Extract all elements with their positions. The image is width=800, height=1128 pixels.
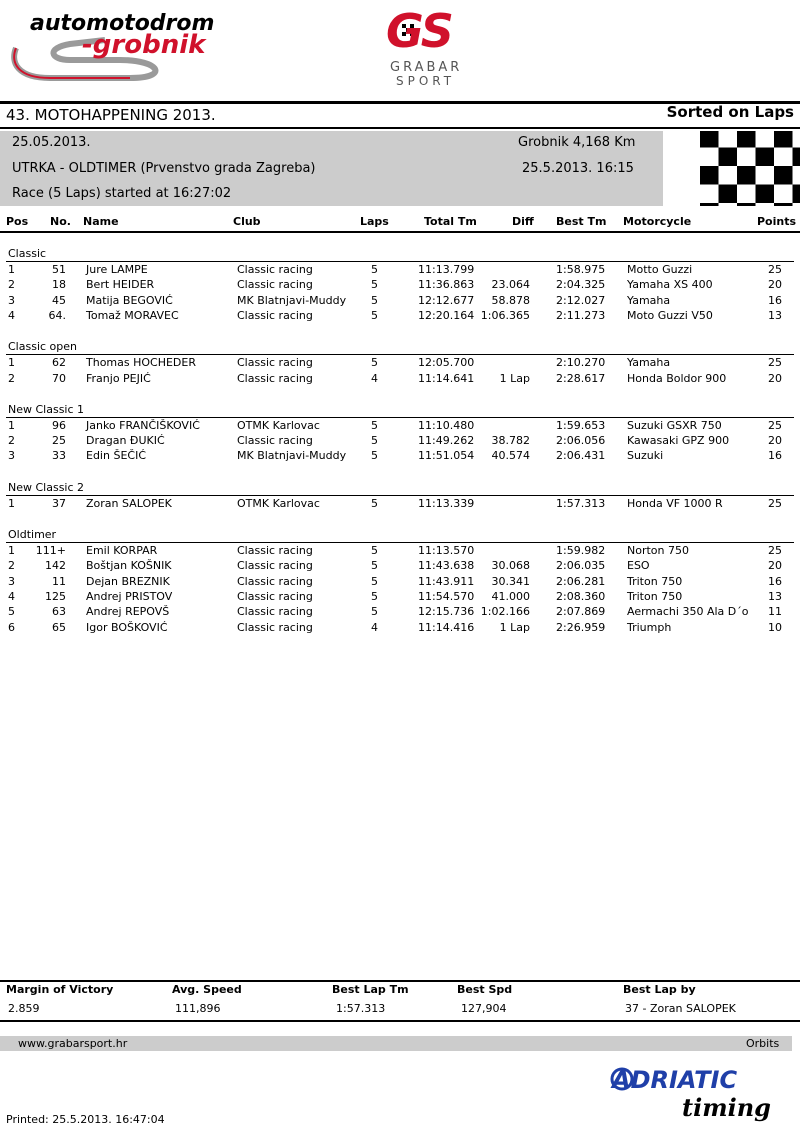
checker-square bbox=[719, 203, 738, 206]
cell-total: 11:51.054 bbox=[418, 449, 475, 463]
cell-name: Thomas HOCHEDER bbox=[86, 356, 196, 370]
cell-club: Classic racing bbox=[237, 574, 313, 588]
cell-laps: 5 bbox=[371, 544, 378, 557]
cell-pos: 1 bbox=[8, 496, 15, 510]
cell-no: 63 bbox=[52, 605, 66, 619]
cell-best: 2:06.281 bbox=[556, 574, 606, 588]
checker-square bbox=[756, 185, 775, 204]
cell-pos: 2 bbox=[8, 559, 15, 573]
class-title: Classic open bbox=[8, 340, 77, 354]
checker-square bbox=[700, 185, 719, 204]
checker-square bbox=[700, 131, 719, 148]
cell-moto: Triton 750 bbox=[627, 589, 683, 603]
cell-no: 11 bbox=[52, 574, 66, 588]
stat-bestby-label: Best Lap by bbox=[623, 983, 696, 996]
cell-laps: 5 bbox=[371, 449, 378, 463]
cell-best: 2:08.360 bbox=[556, 589, 606, 603]
cell-no: 96 bbox=[52, 418, 66, 432]
cell-points: 16 bbox=[768, 293, 782, 307]
cell-no: 65 bbox=[52, 620, 66, 634]
svg-text:-grobnik: -grobnik bbox=[82, 30, 206, 60]
checker-square bbox=[663, 185, 682, 204]
cell-pos: 3 bbox=[8, 449, 15, 463]
cell-laps: 5 bbox=[371, 356, 378, 370]
cell-name: Dragan ĐUKIĆ bbox=[86, 434, 165, 448]
cell-name: Tomaž MORAVEC bbox=[86, 308, 179, 322]
checker-square bbox=[737, 203, 756, 206]
cell-pos: 4 bbox=[8, 308, 15, 322]
checker-square bbox=[719, 131, 738, 148]
grabar-sport-logo: GS GRABAR SPORT bbox=[386, 4, 463, 88]
cell-name: Andrej PRISTOV bbox=[86, 589, 173, 603]
cell-name: Emil KORPAR bbox=[86, 544, 158, 557]
cell-moto: Yamaha bbox=[627, 356, 671, 370]
checker-square bbox=[774, 185, 793, 204]
cell-points: 25 bbox=[768, 356, 782, 370]
cell-no: 111+ bbox=[35, 544, 66, 557]
cell-no: 25 bbox=[52, 434, 66, 448]
cell-laps: 5 bbox=[371, 574, 378, 588]
checker-square bbox=[682, 185, 701, 204]
cell-total: 11:43.638 bbox=[418, 559, 475, 573]
cell-no: 142 bbox=[45, 559, 66, 573]
cell-club: Classic racing bbox=[237, 278, 313, 292]
cell-no: 45 bbox=[52, 293, 66, 307]
cell-total: 11:13.799 bbox=[418, 263, 475, 276]
cell-club: MK Blatnjavi-Muddy bbox=[237, 293, 347, 307]
checker-square bbox=[793, 131, 800, 148]
col-no: No. bbox=[50, 215, 71, 228]
cell-points: 10 bbox=[768, 620, 782, 634]
cell-best: 1:59.653 bbox=[556, 418, 606, 432]
cell-best: 2:06.056 bbox=[556, 434, 606, 448]
checker-square bbox=[774, 203, 793, 206]
cell-pos: 3 bbox=[8, 574, 15, 588]
class-title: Classic bbox=[8, 247, 47, 260]
cell-points: 25 bbox=[768, 496, 782, 510]
cell-pos: 2 bbox=[8, 278, 15, 292]
race-start: Race (5 Laps) started at 16:27:02 bbox=[12, 186, 232, 201]
class-rule bbox=[6, 495, 794, 496]
cell-diff: 1:06.365 bbox=[480, 308, 530, 322]
cell-laps: 5 bbox=[371, 278, 378, 292]
stats-top-rule bbox=[0, 980, 800, 982]
cell-points: 25 bbox=[768, 263, 782, 276]
checkered-flag-graphic bbox=[626, 131, 800, 206]
cell-club: OTMK Karlovac bbox=[237, 418, 320, 432]
stat-speed-label: Avg. Speed bbox=[172, 983, 242, 996]
class-title: Oldtimer bbox=[8, 528, 57, 541]
cell-diff: 30.341 bbox=[491, 574, 530, 588]
printed-timestamp: Printed: 25.5.2013. 16:47:04 bbox=[6, 1113, 165, 1126]
cell-name: Jure LAMPE bbox=[86, 263, 148, 276]
cell-best: 2:10.270 bbox=[556, 356, 606, 370]
cell-best: 1:58.975 bbox=[556, 263, 606, 276]
cell-club: Classic racing bbox=[237, 605, 313, 619]
cell-diff: 40.574 bbox=[491, 449, 530, 463]
col-points: Points bbox=[757, 215, 797, 228]
class-rule bbox=[6, 542, 794, 543]
checker-square bbox=[793, 203, 800, 206]
cell-diff: 30.068 bbox=[491, 559, 530, 573]
cell-best: 2:06.035 bbox=[556, 559, 606, 573]
cell-name: Franjo PEJIĆ bbox=[86, 371, 151, 385]
automotodrom-grobnik-logo bbox=[10, 8, 278, 84]
cell-pos: 1 bbox=[8, 544, 15, 557]
checker-square bbox=[719, 148, 738, 167]
cell-moto: Honda Boldor 900 bbox=[627, 371, 727, 385]
checker-square bbox=[663, 131, 682, 148]
cell-no: 18 bbox=[52, 278, 66, 292]
checker-square bbox=[737, 166, 756, 185]
checker-square bbox=[737, 148, 756, 167]
cell-moto: Triton 750 bbox=[627, 574, 683, 588]
cell-pos: 3 bbox=[8, 293, 15, 307]
header-rule bbox=[0, 231, 800, 233]
cell-no: 37 bbox=[52, 496, 66, 510]
checker-square bbox=[737, 131, 756, 148]
cell-total: 12:05.700 bbox=[418, 356, 475, 370]
cell-moto: Suzuki bbox=[627, 449, 664, 463]
class-rule bbox=[6, 261, 794, 262]
cell-name: Janko FRANČIŠKOVIĆ bbox=[86, 418, 200, 432]
cell-best: 2:28.617 bbox=[556, 371, 606, 385]
cell-laps: 5 bbox=[371, 293, 378, 307]
cell-total: 11:14.641 bbox=[418, 371, 475, 385]
stats-bottom-rule bbox=[0, 1020, 800, 1022]
checker-square bbox=[756, 148, 775, 167]
cell-points: 20 bbox=[768, 434, 782, 448]
checker-square bbox=[719, 185, 738, 204]
race-date: 25.05.2013. bbox=[12, 135, 91, 150]
cell-pos: 4 bbox=[8, 589, 15, 603]
col-diff: Diff bbox=[512, 215, 534, 228]
cell-laps: 5 bbox=[371, 496, 378, 510]
stat-bestlap-label: Best Lap Tm bbox=[332, 983, 409, 996]
checker-square bbox=[682, 166, 701, 185]
cell-club: Classic racing bbox=[237, 559, 313, 573]
cell-name: Igor BOŠKOVIĆ bbox=[86, 620, 168, 634]
cell-total: 11:13.339 bbox=[418, 496, 475, 510]
cell-points: 20 bbox=[768, 371, 782, 385]
cell-laps: 5 bbox=[371, 605, 378, 619]
cell-diff: 58.878 bbox=[491, 293, 530, 307]
cell-total: 11:36.863 bbox=[418, 278, 475, 292]
cell-points: 25 bbox=[768, 544, 782, 557]
cell-diff: 1 Lap bbox=[499, 371, 530, 385]
cell-name: Bert HEIDER bbox=[86, 278, 155, 292]
checker-square bbox=[774, 148, 793, 167]
checker-square bbox=[756, 203, 775, 206]
cell-best: 1:59.982 bbox=[556, 544, 606, 557]
cell-moto: Norton 750 bbox=[627, 544, 689, 557]
cell-laps: 5 bbox=[371, 308, 378, 322]
col-laps: Laps bbox=[360, 215, 389, 228]
class-title: New Classic 1 bbox=[8, 402, 85, 416]
cell-club: Classic racing bbox=[237, 620, 313, 634]
cell-club: Classic racing bbox=[237, 308, 313, 322]
checker-square bbox=[793, 185, 800, 204]
cell-no: 125 bbox=[45, 589, 66, 603]
cell-club: Classic racing bbox=[237, 263, 313, 276]
checker-square bbox=[774, 166, 793, 185]
website-link[interactable]: www.grabarsport.hr bbox=[18, 1037, 128, 1050]
cell-moto: Kawasaki GPZ 900 bbox=[627, 434, 730, 448]
checker-square bbox=[663, 166, 682, 185]
cell-pos: 6 bbox=[8, 620, 15, 634]
cell-name: Dejan BREZNIK bbox=[86, 574, 170, 588]
stat-bestlap-value: 1:57.313 bbox=[336, 1002, 386, 1015]
checker-square bbox=[663, 203, 682, 206]
cell-moto: Suzuki GSXR 750 bbox=[627, 418, 722, 432]
cell-total: 12:12.677 bbox=[418, 293, 475, 307]
cell-best: 2:04.325 bbox=[556, 278, 606, 292]
cell-pos: 5 bbox=[8, 605, 15, 619]
cell-best: 2:07.869 bbox=[556, 605, 606, 619]
cell-club: OTMK Karlovac bbox=[237, 496, 320, 510]
col-total: Total Tm bbox=[424, 215, 477, 228]
checker-square bbox=[663, 148, 682, 167]
col-club: Club bbox=[233, 215, 261, 228]
cell-points: 25 bbox=[768, 418, 782, 432]
col-pos: Pos bbox=[6, 215, 29, 228]
cell-moto: ESO bbox=[627, 559, 650, 573]
cell-club: Classic racing bbox=[237, 434, 313, 448]
cell-points: 20 bbox=[768, 559, 782, 573]
cell-diff: 38.782 bbox=[491, 434, 530, 448]
adriatic-timing-logo bbox=[606, 1066, 796, 1122]
svg-text:timing: timing bbox=[682, 1093, 771, 1122]
cell-moto: Aermachi 350 Ala D´o bbox=[627, 605, 749, 619]
cell-diff: 23.064 bbox=[491, 278, 530, 292]
cell-laps: 5 bbox=[371, 434, 378, 448]
cell-laps: 5 bbox=[371, 418, 378, 432]
cell-points: 13 bbox=[768, 589, 782, 603]
col-motorcycle: Motorcycle bbox=[623, 215, 692, 228]
cell-total: 11:49.262 bbox=[418, 434, 475, 448]
cell-points: 16 bbox=[768, 449, 782, 463]
cell-club: Classic racing bbox=[237, 371, 313, 385]
cell-moto: Yamaha XS 400 bbox=[627, 278, 713, 292]
cell-pos: 2 bbox=[8, 434, 15, 448]
cell-moto: Moto Guzzi V50 bbox=[627, 308, 713, 322]
cell-laps: 4 bbox=[371, 620, 378, 634]
cell-points: 20 bbox=[768, 278, 782, 292]
checker-square bbox=[700, 166, 719, 185]
stat-margin-value: 2.859 bbox=[8, 1002, 40, 1015]
cell-total: 11:14.416 bbox=[418, 620, 475, 634]
cell-pos: 1 bbox=[8, 263, 15, 276]
cell-name: Edin ŠEČIĆ bbox=[86, 449, 146, 463]
cell-best: 2:12.027 bbox=[556, 293, 606, 307]
cell-points: 11 bbox=[768, 605, 782, 619]
cell-club: Classic racing bbox=[237, 544, 313, 557]
col-name: Name bbox=[83, 215, 119, 228]
cell-laps: 5 bbox=[371, 589, 378, 603]
cell-laps: 5 bbox=[371, 559, 378, 573]
cell-total: 12:15.736 bbox=[418, 605, 475, 619]
race-name: UTRKA - OLDTIMER (Prvenstvo grada Zagreba) bbox=[12, 161, 316, 176]
cell-points: 13 bbox=[768, 308, 782, 322]
cell-no: 64. bbox=[48, 308, 66, 322]
cell-total: 11:43.911 bbox=[418, 574, 475, 588]
stat-speed-value: 111,896 bbox=[175, 1002, 221, 1015]
event-title: 43. MOTOHAPPENING 2013. bbox=[6, 106, 216, 124]
cell-no: 62 bbox=[52, 356, 66, 370]
checker-square bbox=[756, 131, 775, 148]
cell-best: 2:26.959 bbox=[556, 620, 606, 634]
cell-moto: Honda VF 1000 R bbox=[627, 496, 723, 510]
cell-points: 16 bbox=[768, 574, 782, 588]
class-rule bbox=[6, 417, 794, 418]
checker-square bbox=[737, 185, 756, 204]
cell-total: 11:54.570 bbox=[418, 589, 475, 603]
svg-text:automotodrom: automotodrom bbox=[30, 11, 215, 36]
cell-diff: 41.000 bbox=[491, 589, 530, 603]
cell-pos: 1 bbox=[8, 356, 15, 370]
cell-no: 51 bbox=[52, 263, 66, 276]
title-bottom-rule bbox=[0, 127, 800, 129]
checker-square bbox=[793, 166, 800, 185]
checker-square bbox=[682, 148, 701, 167]
cell-moto: Motto Guzzi bbox=[627, 263, 693, 276]
cell-name: Zoran SALOPEK bbox=[86, 496, 172, 510]
stat-bestspd-label: Best Spd bbox=[457, 983, 513, 996]
cell-name: Boštjan KOŠNIK bbox=[86, 559, 172, 573]
cell-best: 1:57.313 bbox=[556, 496, 606, 510]
sorted-label: Sorted on Laps bbox=[666, 103, 794, 121]
cell-total: 11:13.570 bbox=[418, 544, 475, 557]
cell-moto: Triumph bbox=[627, 620, 672, 634]
cell-diff: 1 Lap bbox=[499, 620, 530, 634]
cell-pos: 1 bbox=[8, 418, 15, 432]
stat-margin-label: Margin of Victory bbox=[6, 983, 114, 996]
checker-square bbox=[756, 166, 775, 185]
cell-total: 11:10.480 bbox=[418, 418, 475, 432]
stat-bestspd-value: 127,904 bbox=[461, 1002, 507, 1015]
cell-club: Classic racing bbox=[237, 356, 313, 370]
checker-square bbox=[774, 131, 793, 148]
cell-moto: Yamaha bbox=[627, 293, 671, 307]
class-rule bbox=[6, 354, 794, 355]
cell-club: MK Blatnjavi-Muddy bbox=[237, 449, 347, 463]
cell-laps: 5 bbox=[371, 263, 378, 276]
cell-no: 70 bbox=[52, 371, 66, 385]
track-info: Grobnik 4,168 Km bbox=[518, 135, 636, 150]
cell-pos: 2 bbox=[8, 371, 15, 385]
cell-club: Classic racing bbox=[237, 589, 313, 603]
cell-best: 2:06.431 bbox=[556, 449, 606, 463]
checker-square bbox=[682, 203, 701, 206]
race-datetime: 25.5.2013. 16:15 bbox=[522, 161, 634, 176]
cell-best: 2:11.273 bbox=[556, 308, 606, 322]
cell-total: 12:20.164 bbox=[418, 308, 475, 322]
col-best: Best Tm bbox=[556, 215, 607, 228]
stat-bestby-value: 37 - Zoran SALOPEK bbox=[625, 1002, 736, 1015]
cell-diff: 1:02.166 bbox=[480, 605, 530, 619]
cell-laps: 4 bbox=[371, 371, 378, 385]
orbits-label: Orbits bbox=[746, 1037, 780, 1050]
cell-no: 33 bbox=[52, 449, 66, 463]
checker-square bbox=[793, 148, 800, 167]
checker-square bbox=[682, 131, 701, 148]
checker-square bbox=[700, 203, 719, 206]
svg-text:ADRIATIC: ADRIATIC bbox=[612, 1066, 738, 1094]
cell-name: Andrej REPOVŠ bbox=[86, 605, 170, 619]
checker-square bbox=[700, 148, 719, 167]
class-title: New Classic 2 bbox=[8, 480, 85, 494]
cell-name: Matija BEGOVIĆ bbox=[86, 293, 173, 307]
checker-square bbox=[719, 166, 738, 185]
